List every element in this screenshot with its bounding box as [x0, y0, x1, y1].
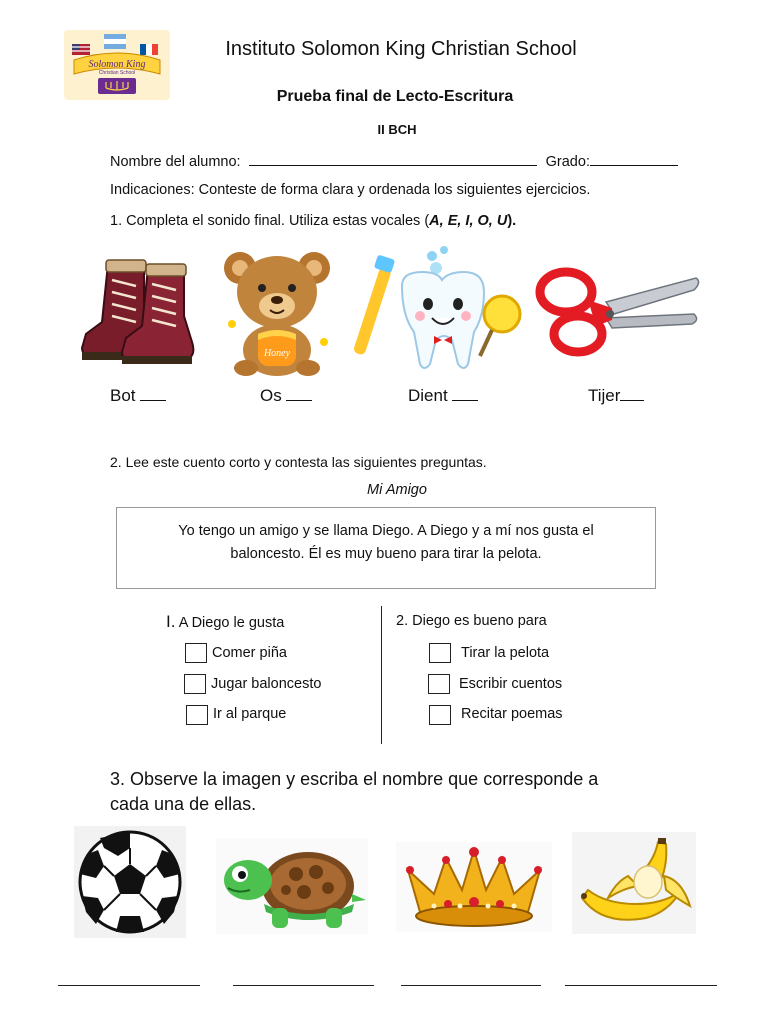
crown-icon: [396, 842, 552, 932]
option-recitar-poemas: Recitar poemas: [461, 706, 563, 722]
grade-level: II BCH: [377, 122, 417, 137]
svg-text:Honey: Honey: [263, 348, 291, 359]
checkbox-escribir-cuentos[interactable]: [428, 674, 450, 694]
section1-end: ).: [507, 213, 517, 229]
story-title: Mi Amigo: [367, 482, 427, 498]
section3-prompt: [110, 767, 650, 817]
name-blank: [249, 151, 537, 166]
blank-os: [286, 388, 312, 401]
tooth-icon: [352, 242, 524, 376]
checkbox-jugar-baloncesto[interactable]: [184, 674, 206, 694]
option-ir-al-parque: Ir al parque: [213, 706, 287, 722]
option-tirar-la-pelota: Tirar la pelota: [461, 645, 550, 661]
vowels-list: A, E, I, O, U: [429, 213, 508, 229]
checkbox-ir-al-parque[interactable]: [186, 705, 208, 725]
option-comer-pina: Comer piña: [212, 645, 287, 661]
question-divider: [381, 606, 382, 744]
story-line-1: Yo tengo un amigo y se llama Diego. A Diego y a mí nos gusta el: [178, 523, 594, 539]
svg-text:Christian School: Christian School: [98, 70, 136, 76]
section3-line-2: cada una de ellas.: [110, 794, 257, 814]
banana-icon: [572, 832, 696, 934]
student-name-row: [110, 151, 678, 170]
turtle-icon: [216, 838, 368, 934]
checkbox-comer-pina[interactable]: [185, 643, 207, 663]
section2-prompt: 2. Lee este cuento corto y contesta las siguientes preguntas.: [110, 454, 487, 470]
soccer-ball-icon: [74, 826, 186, 938]
boots-icon: [52, 252, 208, 372]
checkbox-tirar-la-pelota[interactable]: [429, 643, 451, 663]
teddy-bear-icon: [218, 240, 336, 378]
section1-text: . Completa el sonido final. Utiliza estas vocales (: [118, 213, 430, 229]
blank-bot: [140, 388, 166, 401]
exam-title: Prueba final de Lecto-Escritura: [276, 88, 514, 105]
story-text: [130, 520, 642, 566]
answer-line-1[interactable]: [58, 985, 200, 986]
section1-number: 1: [110, 213, 119, 229]
question-1-title: I. A Diego le gusta: [166, 612, 285, 631]
svg-text:Solomon King: Solomon King: [88, 59, 146, 70]
grade-label: Grado:: [545, 154, 590, 170]
word-tijer: Tijer: [588, 386, 644, 406]
section1-prompt: [110, 213, 516, 229]
story-line-2: baloncesto. Él es muy bueno para tirar la pelota.: [230, 546, 542, 562]
checkbox-recitar-poemas[interactable]: [429, 705, 451, 725]
section3-line-1: 3. Observe la imagen y escriba el nombre que corresponde a: [110, 769, 599, 789]
answer-line-2[interactable]: [233, 985, 374, 986]
name-label: Nombre del alumno:: [110, 154, 241, 170]
option-escribir-cuentos: Escribir cuentos: [459, 676, 563, 692]
question-2-title: 2. Diego es bueno para: [396, 613, 547, 629]
instructions: Indicaciones: Conteste de forma clara y ordenada los siguientes ejercicios.: [110, 182, 591, 198]
word-os: Os: [260, 386, 312, 406]
scissors-icon: [534, 262, 702, 362]
option-jugar-baloncesto: Jugar baloncesto: [211, 676, 322, 692]
answer-line-3[interactable]: [401, 985, 541, 986]
blank-dient: [452, 388, 478, 401]
blank-tijer: [620, 388, 644, 401]
school-name: Instituto Solomon King Christian School: [225, 38, 577, 60]
word-dient: Dient: [408, 386, 478, 406]
answer-line-4[interactable]: [565, 985, 717, 986]
word-bot: Bot: [110, 386, 166, 406]
grade-blank: [590, 151, 678, 166]
